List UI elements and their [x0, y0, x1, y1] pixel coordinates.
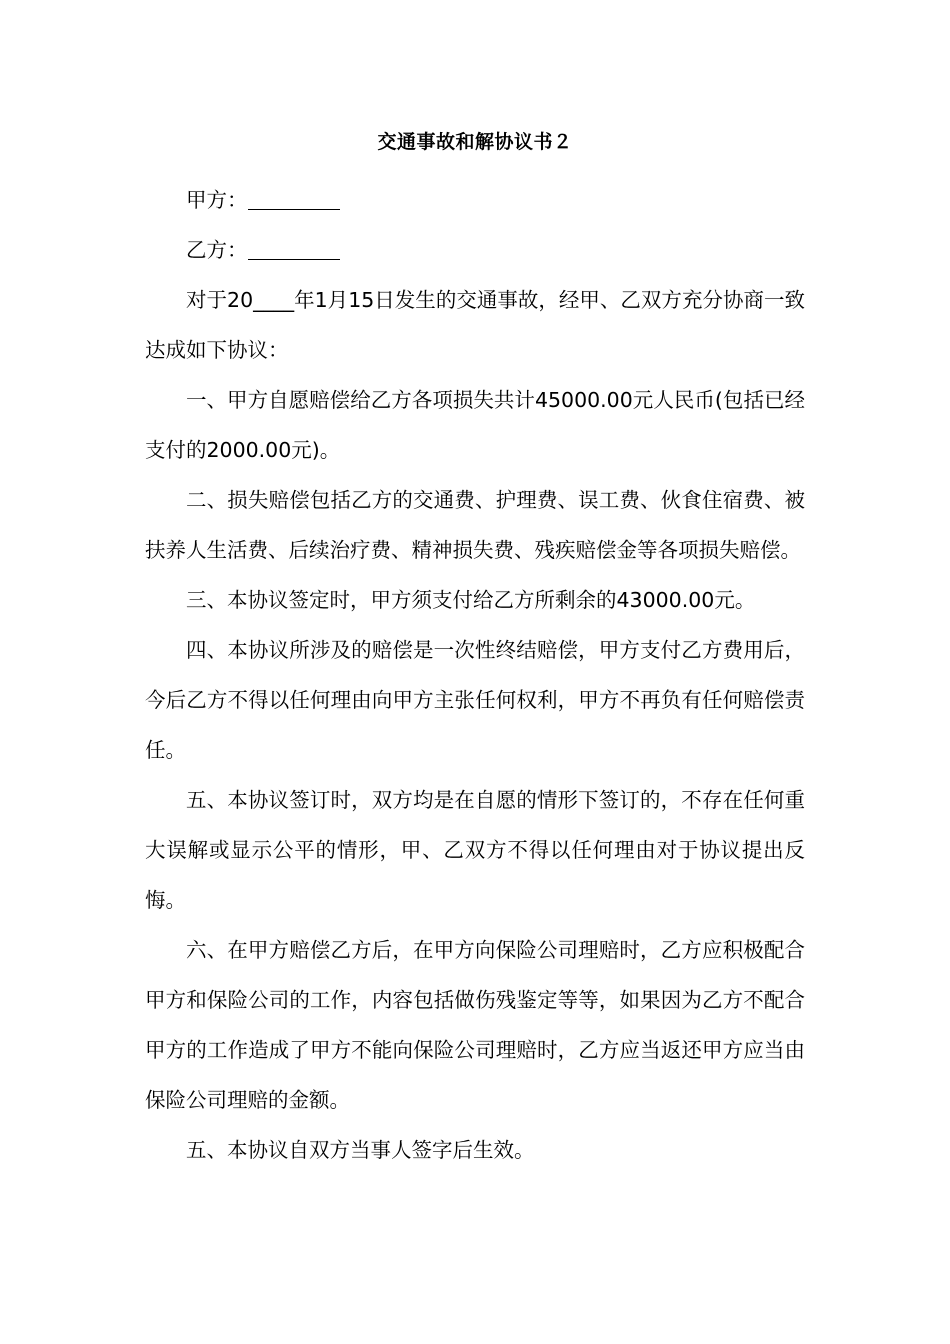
party-b-blank [248, 237, 340, 260]
paragraph-clause-4: 四、本协议所涉及的赔偿是一次性终结赔偿，甲方支付乙方费用后，今后乙方不得以任何理由向甲方主张任何权利，甲方不再负有任何赔偿责任。 [145, 638, 805, 762]
document-title: 交通事故和解协议书２ [377, 131, 573, 153]
paragraph-clause-6: 六、在甲方赔偿乙方后，在甲方向保险公司理赔时，乙方应积极配合甲方和保险公司的工作，内容包括做伤残鉴定等等，如果因为乙方不配合甲方的工作造成了甲方不能向保险公司理赔时，乙方应当返还甲方应当由保险公司理赔的金额。 [145, 938, 805, 1112]
party-b-label: 乙方： [186, 238, 248, 262]
party-a-blank [248, 187, 340, 210]
document-body [145, 175, 805, 1175]
paragraph-clause-2: 二、损失赔偿包括乙方的交通费、护理费、误工费、伙食住宿费、被扶养人生活费、后续治疗费、精神损失费、残疾赔偿金等各项损失赔偿。 [145, 488, 805, 562]
paragraph-clause-1: 一、甲方自愿赔偿给乙方各项损失共计45000.00元人民币(包括已经支付的2000.00元)。 [145, 388, 805, 462]
paragraph-clause-effective: 五、本协议自双方当事人签字后生效。 [186, 1138, 535, 1162]
party-a-label: 甲方： [186, 188, 248, 212]
party-b-line [145, 225, 805, 275]
paragraph-clause-5: 五、本协议签订时，双方均是在自愿的情形下签订的，不存在任何重大误解或显示公平的情形，甲、乙双方不得以任何理由对于协议提出反悔。 [145, 788, 805, 912]
paragraph-intro: 对于20____年1月15日发生的交通事故，经甲、乙双方充分协商一致达成如下协议： [145, 288, 805, 362]
party-a-line [145, 175, 805, 225]
paragraph-clause-3: 三、本协议签定时，甲方须支付给乙方所剩余的43000.00元。 [186, 588, 756, 612]
